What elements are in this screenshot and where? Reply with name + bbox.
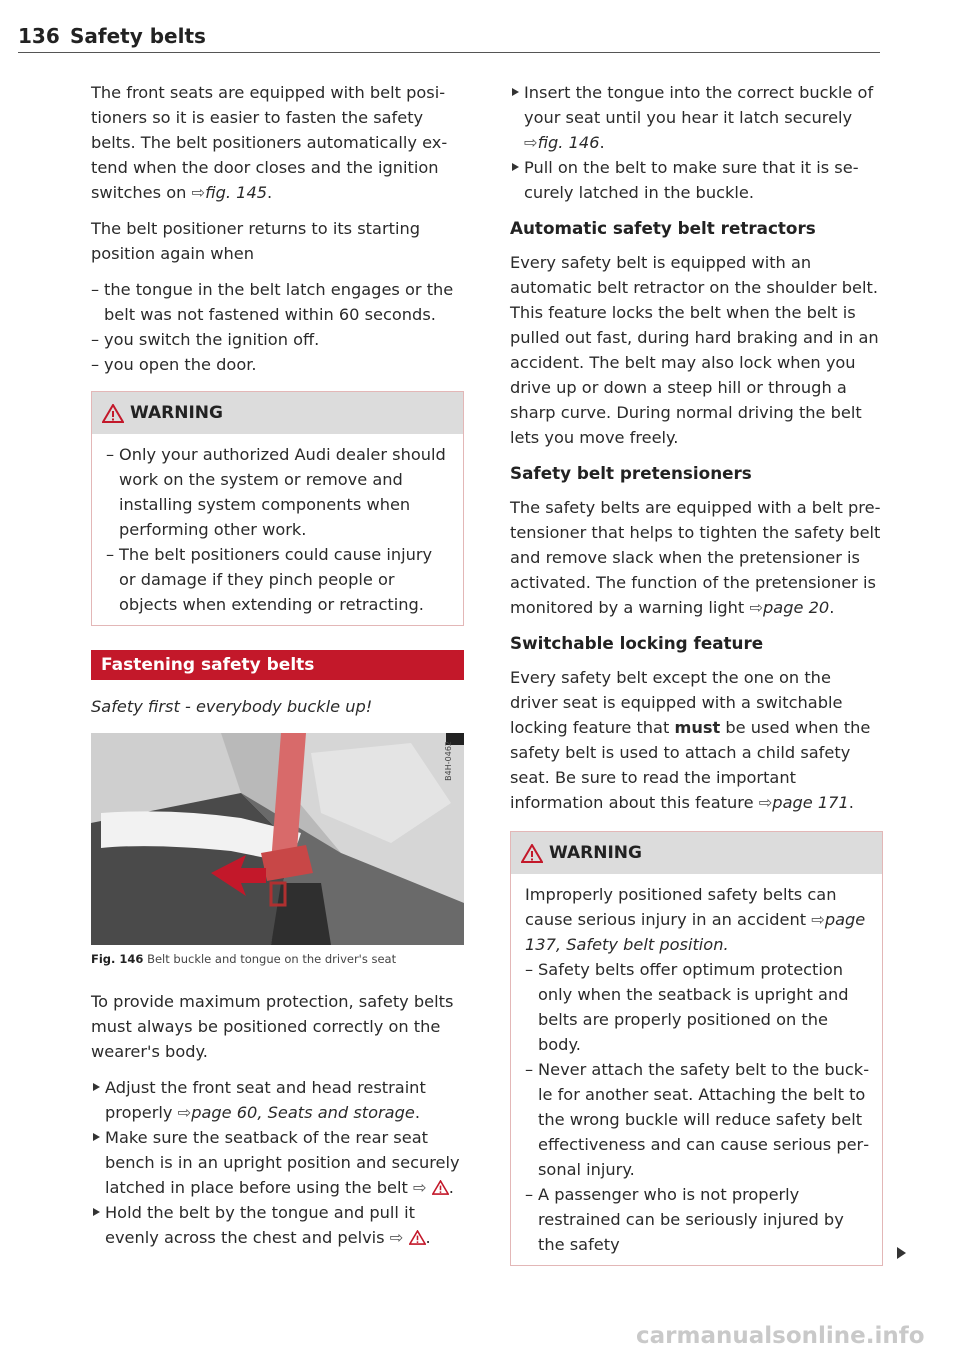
warning-item: – Safety belts offer optimum protection only when the seatback is upright and belts are properly positioned on the body. [525, 957, 872, 1057]
cross-reference-arrow-icon: ⇨ [524, 133, 538, 152]
page-60-link[interactable]: page 60, Seats and storage [191, 1103, 415, 1122]
retractors-heading: Automatic safety belt retractors [510, 218, 816, 238]
belt-buckle-figure [91, 733, 464, 945]
page-header [18, 22, 880, 53]
emphasis-must: must [674, 718, 721, 737]
step-item: Insert the tongue into the correct buckle of your seat until you hear it latch securely ⇨fig. 146. [510, 80, 883, 155]
warning-box [91, 391, 464, 626]
fastening-steps [91, 1075, 464, 1250]
cross-reference-arrow-icon: ⇨ [177, 1103, 192, 1122]
pretensioners-paragraph: The safety belts are equipped with a belt pretensioner that helps to tighten the safety belt and remove slack when the pretensioner is activated. The function of the pretensioner is monitored by a warning light ⇨page 20. [510, 498, 881, 617]
warning-body [511, 874, 882, 1265]
locking-feature-heading: Switchable locking feature [510, 633, 764, 653]
right-column [510, 80, 883, 1290]
figure-code: B4H-0462 [444, 741, 453, 781]
warning-item: – Only your authorized Audi dealer should work on the system or remove and installing system components when performing other work. [106, 442, 453, 542]
page-number: 136 [18, 24, 60, 48]
cross-reference-arrow-icon: ⇨ [389, 1228, 404, 1247]
fig-146-link[interactable]: fig. 146 [537, 133, 600, 152]
list-item: – you switch the ignition off. [91, 327, 464, 352]
cross-reference-arrow-icon: ⇨ [758, 793, 773, 812]
step-item: Hold the belt by the tongue and pull it evenly across the chest and pelvis ⇨ . [91, 1200, 464, 1250]
warning-triangle-icon [102, 404, 124, 423]
step-item: Adjust the front seat and head restraint properly ⇨page 60, Seats and storage. [91, 1075, 464, 1125]
locking-feature-paragraph: Every safety belt except the one on the driver seat is equipped with a switchable locking feature that must be used when the safety belt is used to attach a child safety seat. Be sure to read the important information about this feature ⇨page 171. [510, 668, 871, 812]
pretensioners-heading: Safety belt pretensioners [510, 463, 752, 483]
intro-paragraph: The front seats are equipped with belt positioners so it is easier to fasten the safety belts. The belt positioners automatically extend when the door closes and the ignition switches on ⇨fig. 145. [91, 83, 448, 202]
cross-reference-arrow-icon: ⇨ [811, 910, 825, 929]
warning-triangle-icon[interactable] [409, 1230, 426, 1245]
page-20-link[interactable]: page 20 [763, 598, 830, 617]
warning-header [92, 392, 463, 434]
warning-triangle-icon[interactable] [432, 1180, 449, 1195]
continue-arrow-icon [897, 1247, 906, 1259]
warning-item: – The belt positioners could cause injury or damage if they pinch people or objects when extending or retracting. [106, 542, 453, 617]
cross-reference-arrow-icon: ⇨ [749, 598, 764, 617]
warning-box [510, 831, 883, 1266]
lead-text: Safety first - everybody buckle up! [91, 697, 373, 716]
subsection-title: Fastening safety belts [91, 650, 464, 680]
page-137-link[interactable]: page 137, Safety belt position. [525, 910, 866, 954]
figure-caption: Fig. 146 Belt buckle and tongue on the driver's seat [91, 952, 397, 966]
watermark: carmanualsonline.info [636, 1323, 925, 1349]
step-item: Pull on the belt to make sure that it is securely latched in the buckle. [510, 155, 883, 205]
warning-header [511, 832, 882, 874]
step-item: Make sure the seatback of the rear seat bench is in an upright position and securely latched in place before using the belt ⇨ . [91, 1125, 464, 1200]
list-item: – you open the door. [91, 352, 464, 377]
warning-title: WARNING [549, 842, 642, 863]
warning-item: – Never attach the safety belt to the buckle for another seat. Attaching the belt to the wrong buckle will reduce safety belt effectiveness and can cause serious personal injury. [525, 1057, 872, 1182]
warning-item: – A passenger who is not properly restrained can be seriously injured by the safety [525, 1182, 872, 1257]
list-item: – the tongue in the belt latch engages or the belt was not fastened within 60 seconds. [91, 277, 464, 327]
warning-triangle-icon [521, 844, 543, 863]
belt-buckle-illustration [91, 733, 464, 945]
protection-paragraph: To provide maximum protection, safety belts must always be positioned correctly on the wearer's body. [91, 992, 454, 1061]
warning-title: WARNING [130, 402, 223, 423]
retractors-paragraph: Every safety belt is equipped with an automatic belt retractor on the shoulder belt. This feature locks the belt when the belt is pulled out fast, during hard braking and in an accident. The belt may also lock when you drive up or down a steep hill or through a sharp curve. During normal driving the belt lets you move freely. [510, 253, 879, 447]
warning-body [92, 434, 463, 625]
section-title: Safety belts [70, 24, 206, 48]
cross-reference-arrow-icon: ⇨ [412, 1178, 427, 1197]
cross-reference-arrow-icon: ⇨ [191, 183, 206, 202]
return-conditions-list [91, 277, 464, 377]
page-171-link[interactable]: page 171 [772, 793, 849, 812]
positioner-return-paragraph: The belt positioner returns to its starting position again when [91, 219, 420, 263]
fig-145-link[interactable]: fig. 145 [205, 183, 268, 202]
insert-steps [510, 80, 883, 205]
left-column [91, 80, 464, 1261]
warning-intro: Improperly positioned safety belts can cause serious injury in an accident ⇨page 137, Safety belt position. [525, 885, 866, 954]
figure-label: Fig. 146 [91, 952, 144, 966]
